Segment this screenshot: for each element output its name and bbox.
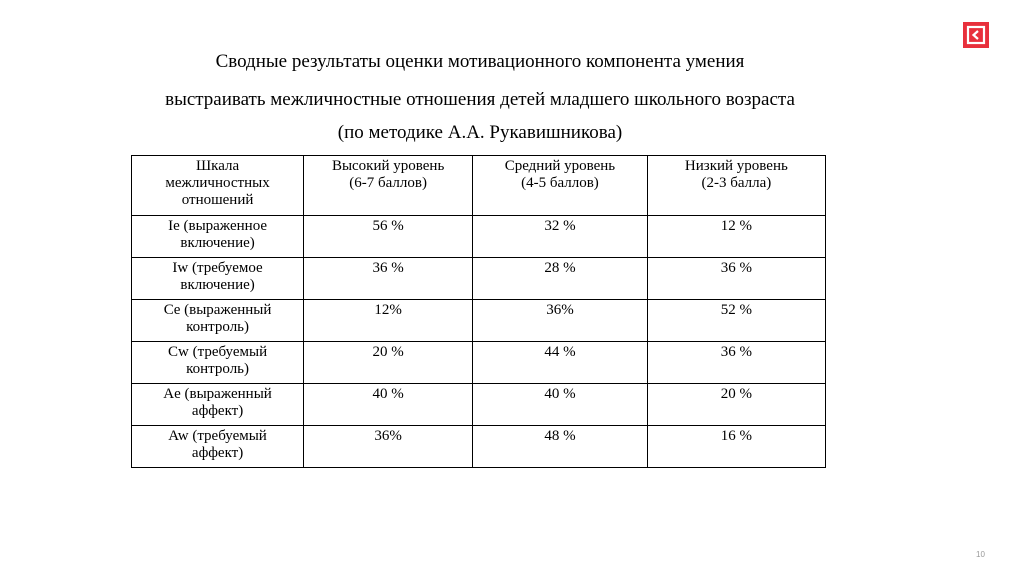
- cell-mid: 32 %: [473, 216, 648, 258]
- cell-high: 36%: [304, 426, 473, 468]
- cell-high: 56 %: [304, 216, 473, 258]
- back-button[interactable]: [963, 22, 989, 48]
- cell-scale: Aw (требуемый аффект): [132, 426, 304, 468]
- title-line-1: Сводные результаты оценки мотивационного компонента умения: [215, 51, 745, 72]
- cell-scale: Ae (выраженный аффект): [132, 384, 304, 426]
- cell-scale: Cw (требуемый контроль): [132, 342, 304, 384]
- cell-low: 16 %: [647, 426, 825, 468]
- cell-mid: 40 %: [473, 384, 648, 426]
- header-low: Низкий уровень (2-3 балла): [647, 156, 825, 216]
- table-row: [132, 216, 826, 258]
- table-row: [132, 342, 826, 384]
- table-row: [132, 258, 826, 300]
- header-high: Высокий уровень (6-7 баллов): [304, 156, 473, 216]
- cell-low: 36 %: [647, 342, 825, 384]
- cell-scale: Ce (выраженный контроль): [132, 300, 304, 342]
- page-number: 10: [976, 550, 985, 559]
- cell-high: 12%: [304, 300, 473, 342]
- cell-scale: Iw (требуемое включение): [132, 258, 304, 300]
- cell-high: 36 %: [304, 258, 473, 300]
- cell-high: 20 %: [304, 342, 473, 384]
- title-line-2: выстраивать межличностные отношения детей младшего школьного возраста: [165, 89, 795, 110]
- table-row: [132, 426, 826, 468]
- table-row: [132, 300, 826, 342]
- cell-high: 40 %: [304, 384, 473, 426]
- results-table: [131, 155, 826, 468]
- title-line-3: (по методике А.А. Рукавишникова): [337, 122, 623, 143]
- cell-mid: 28 %: [473, 258, 648, 300]
- cell-scale: Ie (выраженное включение): [132, 216, 304, 258]
- cell-low: 36 %: [647, 258, 825, 300]
- chevron-left-icon: [963, 22, 989, 48]
- header-scale: Шкала межличностных отношений: [132, 156, 304, 216]
- table-row: [132, 384, 826, 426]
- cell-mid: 36%: [473, 300, 648, 342]
- cell-low: 20 %: [647, 384, 825, 426]
- cell-low: 52 %: [647, 300, 825, 342]
- cell-mid: 48 %: [473, 426, 648, 468]
- cell-low: 12 %: [647, 216, 825, 258]
- table-header-row: [132, 156, 826, 216]
- header-mid: Средний уровень (4-5 баллов): [473, 156, 648, 216]
- cell-mid: 44 %: [473, 342, 648, 384]
